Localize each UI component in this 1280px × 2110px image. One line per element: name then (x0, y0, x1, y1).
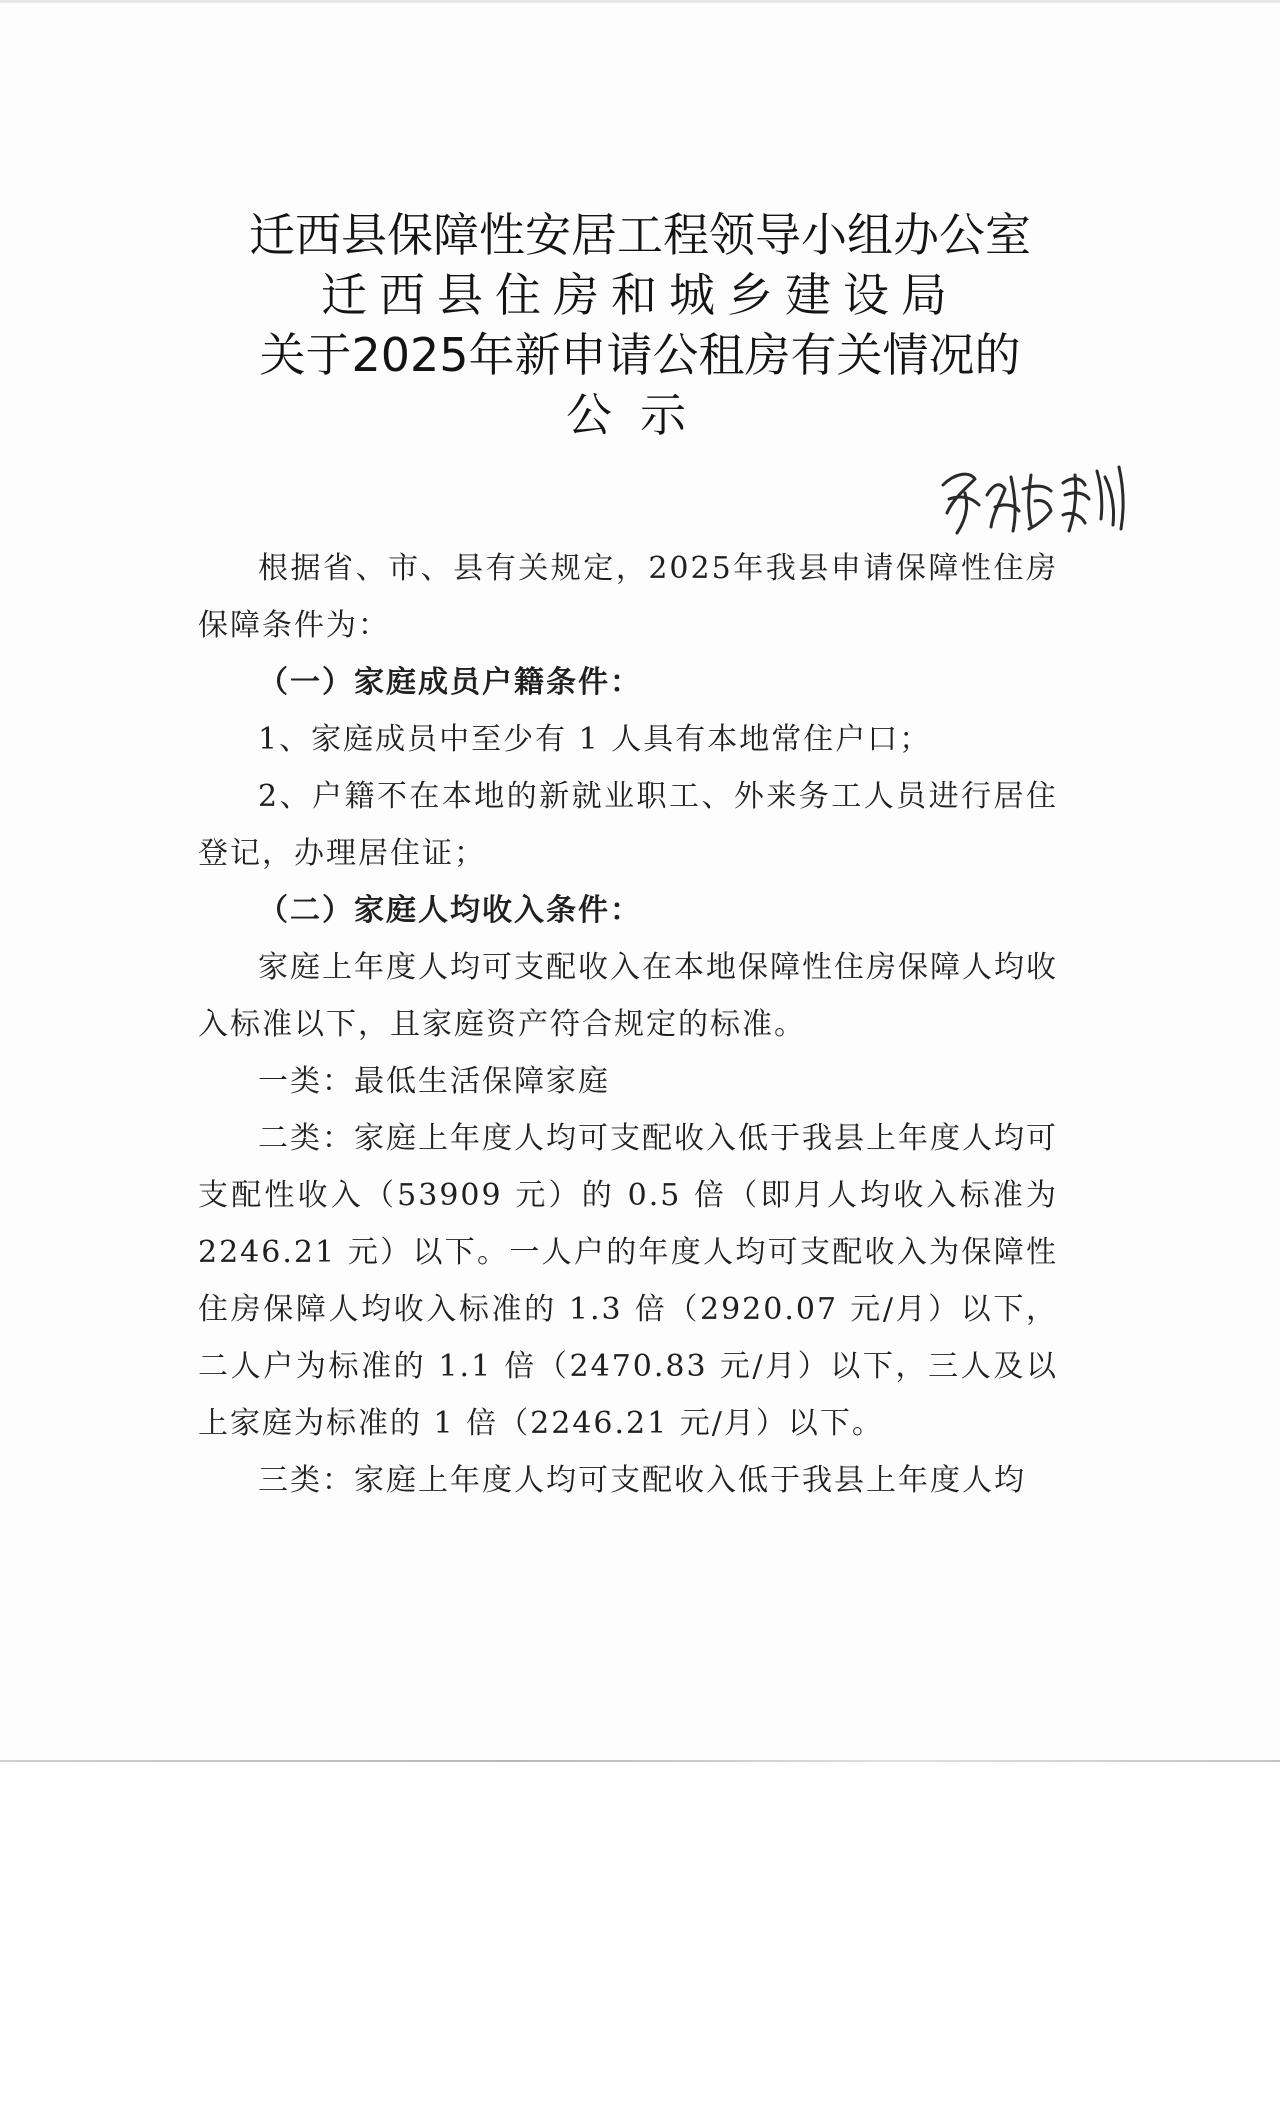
class-2-paragraph: 二类：家庭上年度人均可支配收入低于我县上年度人均可支配性收入（53909 元）的 0.5 倍（即月人均收入标准为2246.21 元）以下。一人户的年度人均可支配收入为保障性住房保障人均收入标准的 1.3 倍（2920.07 元/月）以下，二人户为标准的 1.1 倍（2470.83 元/月）以下，三人及以上家庭为标准的 1 倍（2246.21 元/月）以下。 (198, 1121, 1058, 1441)
title-line-3: 关于2025年新申请公租房有关情况的 (259, 328, 1021, 382)
class-3-paragraph: 三类：家庭上年度人均可支配收入低于我县上年度人均 (258, 1463, 1026, 1498)
class-1-paragraph: 一类：最低生活保障家庭 (258, 1064, 610, 1099)
document-body (198, 540, 1058, 1509)
intro-paragraph: 根据省、市、县有关规定，2025年我县申请保障性住房保障条件为： (198, 551, 1058, 643)
handwritten-signature (935, 455, 1135, 540)
scan-top-edge (0, 0, 1280, 3)
title-line-4: 公示 (566, 388, 714, 442)
section-1-item-2: 2、户籍不在本地的新就业职工、外来务工人员进行居住登记，办理居住证； (198, 779, 1058, 871)
section-1-heading: （一）家庭成员户籍条件： (258, 665, 642, 700)
title-line-1: 迁西县保障性安居工程领导小组办公室 (249, 208, 1031, 262)
title-line-2: 迁西县住房和城乡建设局 (321, 268, 959, 322)
blank-background (0, 1762, 1280, 2110)
section-2-description: 家庭上年度人均可支配收入在本地保障性住房保障人均收入标准以下，且家庭资产符合规定的标准。 (198, 950, 1058, 1042)
document-title (0, 205, 1280, 445)
section-1-item-1: 1、家庭成员中至少有 1 人具有本地常住户口； (258, 722, 932, 757)
section-2-heading: （二）家庭人均收入条件： (258, 893, 642, 928)
